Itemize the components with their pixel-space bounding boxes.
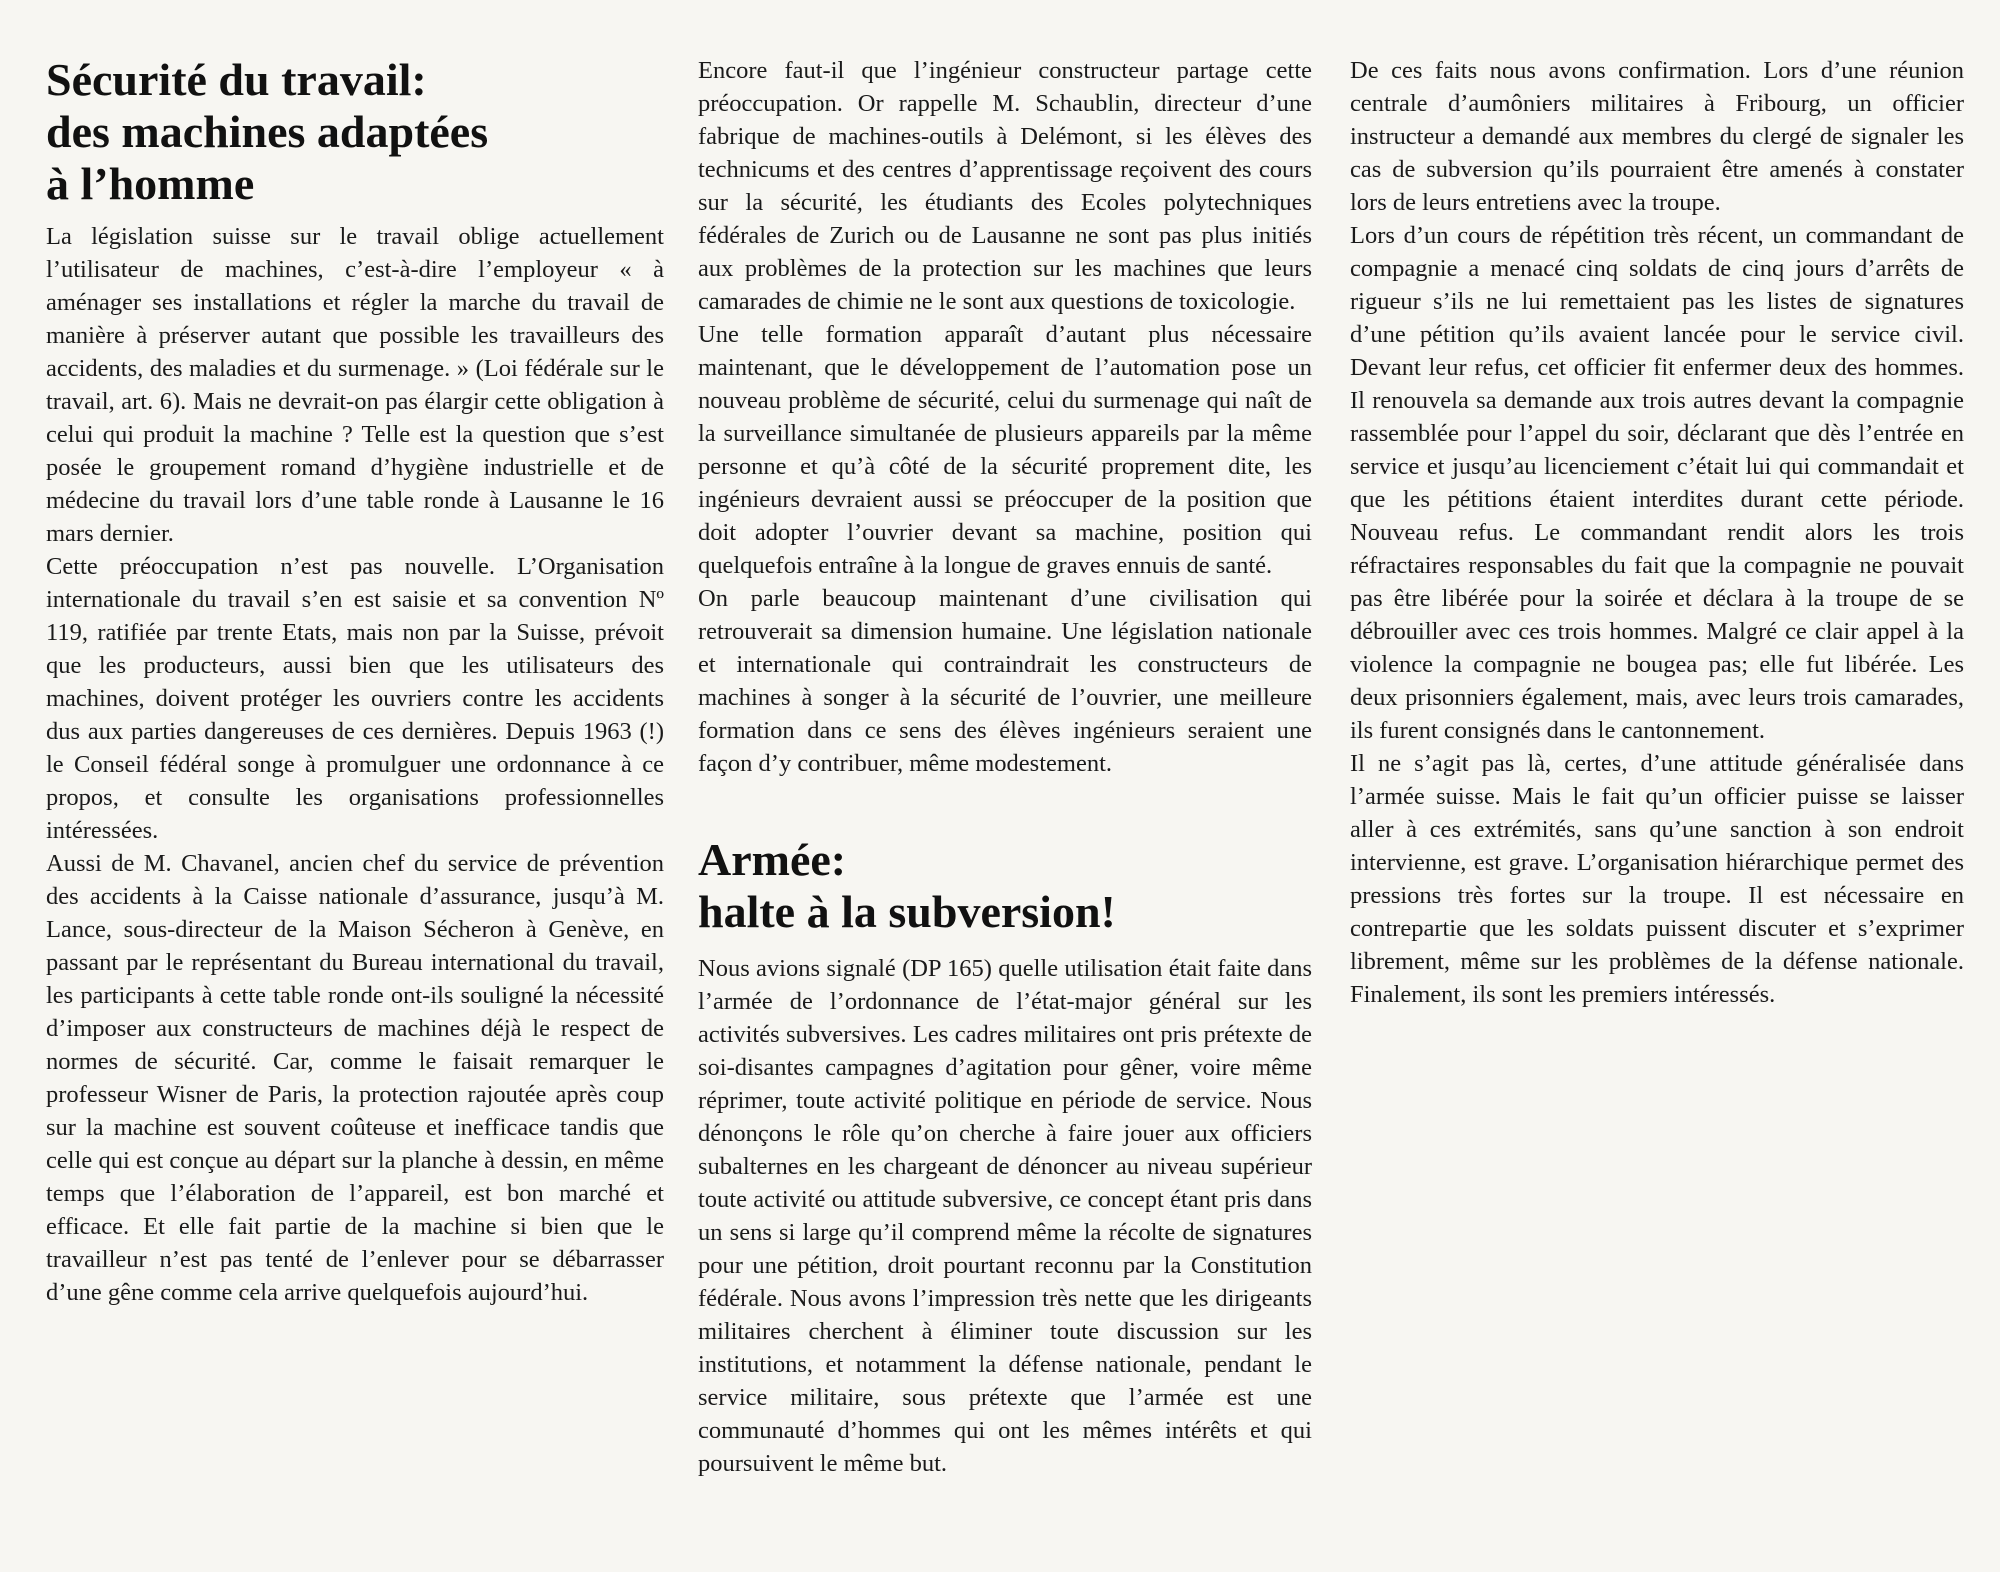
- article1-paragraph-6: On parle beaucoup maintenant d’une civilisation qui retrouverait sa dimension humaine. Une législation nationale et internationale qui contraindrait les constructeurs de machines à songer à la sécurité de l’ouvrier, une meilleure formation dans ce sens des élèves ingénieurs seraient une façon d’y contribuer, même modestement.: [698, 585, 1312, 777]
- article1-paragraph-2: Cette préoccupation n’est pas nouvelle. L’Organisation internationale du travail s’en est saisie et sa convention Nº 119, ratifiée par trente Etats, mais non par la Suisse, prévoit que les producteurs, aussi bien que les utilisateurs des machines, doivent protéger les ouvriers contre les accidents dus aux parties dangereuses de ces dernières. Depuis 1963 (!) le Conseil fédéral songe à promulguer une ordonnance à ce propos, et consulte les organisations professionnelles intéressées.: [46, 553, 664, 844]
- article1-title-line2: des machines adaptées: [46, 106, 489, 157]
- column-3: [1350, 54, 1964, 1011]
- article2-title-line2: halte à la subversion!: [698, 886, 1116, 937]
- article1-title-line3: à l’homme: [46, 158, 255, 209]
- article1-paragraph-3: Aussi de M. Chavanel, ancien chef du service de prévention des accidents à la Caisse nationale d’assurance, jusqu’à M. Lance, sous-directeur de la Maison Sécheron à Genève, en passant par le représentant du Bureau international du travail, les participants à cette table ronde ont-ils souligné la nécessité d’imposer aux constructeurs de machines déjà le respect de normes de sécurité. Car, comme le faisait remarquer le professeur Wisner de Paris, la protection rajoutée après coup sur la machine est souvent coûteuse et inefficace tandis que celle qui est conçue au départ sur la planche à dessin, en même temps que l’élaboration de l’appareil, est bon marché et efficace. Et elle fait partie de la machine si bien que le travailleur n’est pas tenté de l’enlever pour se débarrasser d’une gêne comme cela arrive quelquefois aujourd’hui.: [46, 850, 664, 1306]
- article2-title-line1: Armée:: [698, 834, 847, 885]
- article2-paragraph-4: Il ne s’agit pas là, certes, d’une attitude généralisée dans l’armée suisse. Mais le fait qu’un officier puisse se laisser aller à ces extrémités, sans qu’une sanction à son endroit intervienne, est grave. L’organisation hiérarchique permet des pressions très fortes sur la troupe. Il est nécessaire en contrepartie que les soldats puissent discuter et s’exprimer librement, même sur les problèmes de la défense nationale. Finalement, ils sont les premiers intéressés.: [1350, 750, 1964, 1008]
- article2-paragraph-1: Nous avions signalé (DP 165) quelle utilisation était faite dans l’armée de l’ordonnance de l’état-major général sur les activités subversives. Les cadres militaires ont pris prétexte de soi-disantes campagnes d’agitation pour gêner, voire même réprimer, toute activité politique en période de service. Nous dénonçons le rôle qu’on cherche à faire jouer aux officiers subalternes en les chargeant de dénoncer au niveau supérieur toute activité ou attitude subversive, ce concept étant pris dans un sens si large qu’il comprend même la récolte de signatures pour une pétition, droit pourtant reconnu par la Constitution fédérale. Nous avons l’impression très nette que les dirigeants militaires cherchent à éliminer toute discussion sur les institutions, et notamment la défense nationale, pendant le service militaire, sous prétexte que l’armée est une communauté d’hommes qui ont les mêmes intérêts et qui poursuivent le même but.: [698, 955, 1312, 1477]
- article1-paragraph-1: La législation suisse sur le travail oblige actuellement l’utilisateur de machines, c’est-à-dire l’employeur « à aménager ses installations et régler la marche du travail de manière à préserver autant que possible les travailleurs des accidents, des maladies et du surmenage. » (Loi fédérale sur le travail, art. 6). Mais ne devrait-on pas élargir cette obligation à celui qui produit la machine ? Telle est la question que s’est posée le groupement romand d’hygiène industrielle et de médecine du travail lors d’une table ronde à Lausanne le 16 mars dernier.: [46, 223, 664, 547]
- article1-paragraph-4: Encore faut-il que l’ingénieur constructeur partage cette préoccupation. Or rappelle M. Schaublin, directeur d’une fabrique de machines-outils à Delémont, si les élèves des technicums et des centres d’apprentissage reçoivent des cours sur la sécurité, les étudiants des Ecoles polytechniques fédérales de Zurich ou de Lausanne ne sont pas plus initiés aux problèmes de la protection sur les machines que leurs camarades de chimie ne le sont aux questions de toxicologie.: [698, 57, 1312, 315]
- column-2: [698, 54, 1312, 1480]
- article1-paragraph-5: Une telle formation apparaît d’autant plus nécessaire maintenant, que le développement de l’automation pose un nouveau problème de sécurité, celui du surmenage qui naît de la surveillance simultanée de plusieurs appareils par la même personne et qu’à côté de la sécurité proprement dite, les ingénieurs devraient aussi se préoccuper de la position que doit adopter l’ouvrier devant sa machine, position qui quelquefois entraîne à la longue de graves ennuis de santé.: [698, 321, 1312, 579]
- column-1: [46, 54, 664, 1309]
- article2-paragraph-3: Lors d’un cours de répétition très récent, un commandant de compagnie a menacé cinq soldats de cinq jours d’arrêts de rigueur s’ils ne lui remettaient pas les listes de signatures d’une pétition qu’ils avaient lancée pour le service civil. Devant leur refus, cet officier fit enfermer deux des hommes. Il renouvela sa demande aux trois autres devant la compagnie rassemblée pour l’appel du soir, déclarant que dès l’entrée en service et jusqu’au licenciement c’était lui qui commandait et que les pétitions étaient interdites durant cette période. Nouveau refus. Le commandant rendit alors les trois réfractaires responsables du fait que la compagnie ne pouvait pas être libérée pour la soirée et déclara à la troupe de se débrouiller avec ces trois hommes. Malgré ce clair appel à la violence la compagnie ne bougea pas; elle fut libérée. Les deux prisonniers également, mais, avec leurs trois camarades, ils furent consignés dans le cantonnement.: [1350, 222, 1964, 744]
- article2-title: [698, 834, 1312, 938]
- article2-paragraph-2: De ces faits nous avons confirmation. Lors d’une réunion centrale d’aumôniers militaires à Fribourg, un officier instructeur a demandé aux membres du clergé de signaler les cas de subversion qu’ils pourraient être amenés à constater lors de leurs entretiens avec la troupe.: [1350, 57, 1964, 216]
- article1-title-line1: Sécurité du travail:: [46, 54, 427, 105]
- article1-title: [46, 54, 664, 210]
